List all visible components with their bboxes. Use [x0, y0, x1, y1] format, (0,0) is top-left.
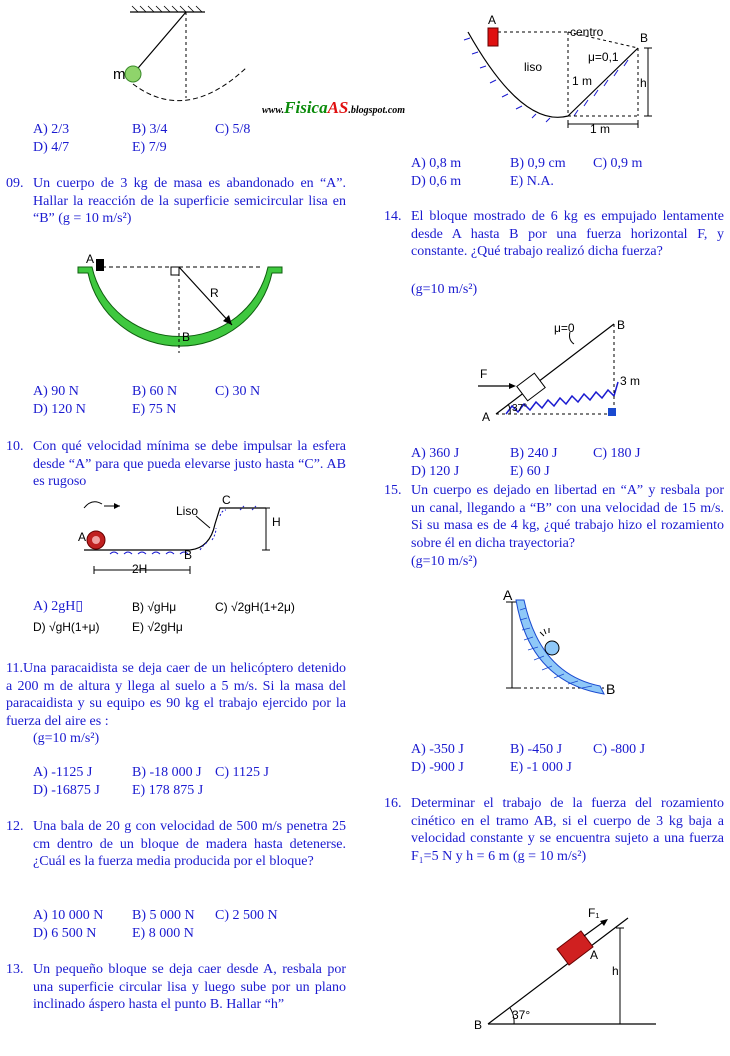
q08-option-b[interactable]: B) 3/4: [132, 122, 168, 137]
q14-option-d[interactable]: D) 120 J: [411, 464, 460, 479]
question-09: [6, 175, 346, 228]
q12-option-b[interactable]: B) 5 000 N: [132, 908, 195, 923]
q11-option-b[interactable]: B) -18 000 J: [132, 765, 202, 780]
q13-label-a: A: [488, 13, 497, 27]
q10-label-c: C: [222, 493, 231, 507]
q14-label-f: F: [480, 367, 488, 381]
q10-label-h: H: [272, 515, 281, 529]
q13-option-d[interactable]: D) 0,6 m: [411, 174, 462, 189]
q11-option-e[interactable]: E) 178 875 J: [132, 783, 204, 798]
question-13: [6, 961, 346, 1014]
q13-label-1m-vertical: 1 m: [572, 74, 593, 88]
q09-option-b[interactable]: B) 60 N: [132, 384, 178, 399]
question-10: [6, 438, 346, 491]
question-text: Un pequeño bloque se deja caer desde A, resbala por una superficie circular lisa y luego sube por un plano inclinado áspero hasta el punto B. Hallar “h”: [33, 962, 346, 1012]
question-number: 13.: [6, 962, 24, 977]
q09-option-d[interactable]: D) 120 N: [33, 402, 86, 417]
q14-gravity: (g=10 m/s²): [411, 282, 478, 297]
question-text: Determinar el trabajo de la fuerza del rozamiento cinético en el tramo AB, si el cuerpo de 3 kg baja a velocidad constante y se encuentra sujeto a una fuerza F₁=5 N y h = 6 m (g = 10 m/s²): [411, 796, 724, 864]
q10-label-liso: Liso: [176, 504, 199, 518]
q13-label-h: h: [640, 76, 647, 90]
q12-option-e[interactable]: E) 8 000 N: [132, 926, 194, 941]
q08-mass-label: m: [113, 66, 126, 83]
q10-options: [33, 598, 333, 638]
q16-label-b: B: [474, 1018, 483, 1032]
q15-option-b[interactable]: B) -450 J: [510, 742, 563, 757]
q15-options: [411, 741, 711, 777]
q08-options: [33, 121, 333, 157]
q12-options: [33, 907, 333, 943]
q10-label-2h: 2H: [132, 562, 148, 576]
q09-label-r: R: [210, 286, 219, 300]
q08-pendulum-figure: [100, 6, 260, 106]
q16-label-a: A: [590, 948, 599, 962]
question-text: Una bala de 20 g con velocidad de 500 m/s penetra 25 cm dentro de un bloque de madera hasta detenerse. ¿Cuál es la fuerza media producida por el bloque?: [33, 819, 346, 869]
question-11: [6, 660, 346, 730]
question-number: 09.: [6, 176, 24, 191]
q11-gravity: (g=10 m/s²): [33, 731, 100, 746]
q13-label-mu: μ=0,1: [588, 50, 619, 64]
q15-label-a: A: [503, 587, 513, 603]
question-text: Una paracaidista se deja caer de un helicóptero detenido a 200 m de altura y llega al suelo a 5 m/s. Si la masa del paracaidista y su equipo es 90 kg el trabajo ejercido por la fuerza del aire es :: [6, 661, 346, 729]
question-number: 10.: [6, 439, 24, 454]
question-number: 14.: [384, 209, 402, 224]
q10-option-c[interactable]: C) √2gH(1+2μ): [215, 600, 295, 614]
question-15: [384, 482, 724, 552]
q08-option-c[interactable]: C) 5/8: [215, 122, 251, 137]
question-number: 12.: [6, 819, 24, 834]
q15-channel-figure: [500, 590, 620, 700]
q14-incline-figure: [470, 318, 630, 423]
q14-options: [411, 445, 711, 481]
q16-label-angle: 37°: [512, 1008, 531, 1022]
q09-option-a[interactable]: A) 90 N: [33, 384, 79, 399]
q14-label-b: B: [617, 318, 626, 332]
q16-incline-figure: [480, 900, 660, 1030]
q14-label-3m: 3 m: [620, 374, 641, 388]
q13-label-centro: centro: [570, 25, 604, 39]
q10-label-a: A: [78, 530, 87, 544]
q14-label-a: A: [482, 410, 491, 424]
q14-option-b[interactable]: B) 240 J: [510, 446, 558, 461]
question-number: 15.: [384, 483, 402, 498]
q12-option-a[interactable]: A) 10 000 N: [33, 908, 104, 923]
q13-option-e[interactable]: E) N.A.: [510, 174, 554, 189]
q13-options: [411, 155, 711, 191]
question-number: 16.: [384, 796, 402, 811]
q15-option-d[interactable]: D) -900 J: [411, 760, 464, 775]
q13-option-c[interactable]: C) 0,9 m: [593, 156, 643, 171]
q09-option-c[interactable]: C) 30 N: [215, 384, 261, 399]
q13-option-b[interactable]: B) 0,9 cm: [510, 156, 566, 171]
q09-label-a: A: [86, 252, 95, 266]
question-12: [6, 818, 346, 871]
q09-options: [33, 383, 333, 419]
q11-option-a[interactable]: A) -1125 J: [33, 765, 93, 780]
q13-option-a[interactable]: A) 0,8 m: [411, 156, 462, 171]
q09-label-b: B: [182, 330, 191, 344]
q08-option-a[interactable]: A) 2/3: [33, 122, 70, 137]
q10-option-b[interactable]: B) √gHμ: [132, 600, 177, 614]
q09-option-e[interactable]: E) 75 N: [132, 402, 177, 417]
q12-option-c[interactable]: C) 2 500 N: [215, 908, 278, 923]
q10-option-e[interactable]: E) √2gHμ: [132, 620, 183, 634]
question-number: 11.: [6, 661, 23, 676]
question-text: Un cuerpo es dejado en libertad en “A” y resbala por un canal, llegando a “B” con una velocidad de 15 m/s. Si su masa es de 4 kg, ¿qué trabajo hizo el rozamiento sobre él en dicha trayectoria?: [411, 483, 724, 551]
q15-option-a[interactable]: A) -350 J: [411, 742, 464, 757]
q16-label-h: h: [612, 964, 619, 978]
q11-options: [33, 764, 333, 800]
q10-option-d[interactable]: D) √gH(1+μ): [33, 620, 100, 634]
q15-option-c[interactable]: C) -800 J: [593, 742, 646, 757]
q14-option-a[interactable]: A) 360 J: [411, 446, 460, 461]
q10-label-b: B: [184, 548, 193, 562]
q14-label-mu: μ=0: [554, 321, 575, 335]
q14-label-angle: 37°: [512, 403, 528, 414]
q13-label-liso: liso: [524, 60, 543, 74]
question-14: [384, 208, 724, 261]
q16-label-f1: F₁: [588, 906, 600, 920]
question-text: El bloque mostrado de 6 kg es empujado lentamente desde A hasta B por una fuerza horizontal F, y constante. ¿Qué trabajo realizó dicha fuerza?: [411, 209, 724, 259]
site-watermark: www.FisicaAS.blogspot.com: [262, 98, 406, 117]
q09-semicircle-figure: [76, 253, 286, 363]
question-text: Un cuerpo de 3 kg de masa es abandonado en “A”. Hallar la reacción de la superficie semicircular lisa en “B” (g = 10 m/s²): [33, 176, 346, 226]
q15-option-e[interactable]: E) -1 000 J: [510, 760, 572, 775]
q13-label-b: B: [640, 31, 649, 45]
q13-label-1m-horizontal: 1 m: [590, 122, 611, 136]
q08-option-d[interactable]: D) 4/7: [33, 140, 70, 155]
q14-option-e[interactable]: E) 60 J: [510, 464, 550, 479]
q11-option-d[interactable]: D) -16875 J: [33, 783, 100, 798]
q15-label-b: B: [606, 681, 616, 697]
q11-option-c[interactable]: C) 1125 J: [215, 765, 269, 780]
question-text: Con qué velocidad mínima se debe impulsar la esfera desde “A” para que pueda elevarse justo hasta “C”. AB es rugoso: [33, 439, 346, 489]
q12-option-d[interactable]: D) 6 500 N: [33, 926, 97, 941]
q13-bowl-incline-figure: [462, 20, 662, 140]
q10-option-a[interactable]: A) 2gH▯: [33, 599, 84, 614]
q14-option-c[interactable]: C) 180 J: [593, 446, 641, 461]
question-16: [384, 795, 724, 865]
q15-gravity: (g=10 m/s²): [411, 554, 478, 569]
q08-option-e[interactable]: E) 7/9: [132, 140, 167, 155]
